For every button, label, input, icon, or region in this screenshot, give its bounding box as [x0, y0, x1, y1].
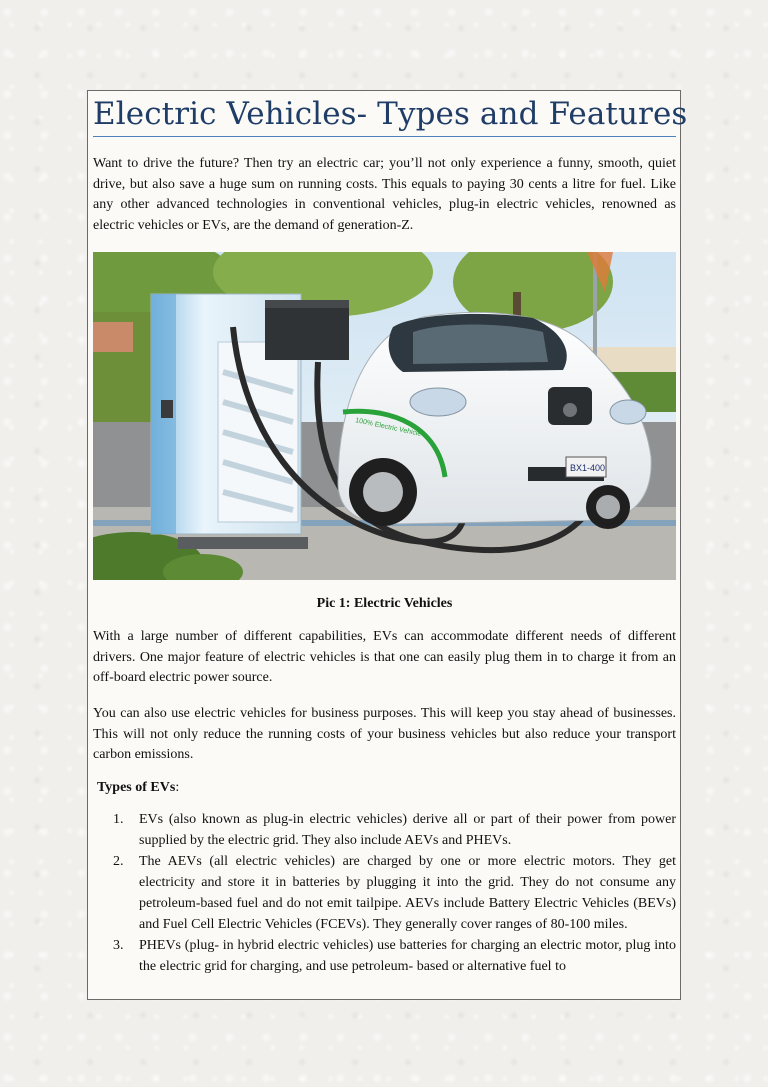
business-paragraph: You can also use electric vehicles for business purposes. This will keep you stay ahead of businesses. This will not only reduce the running costs of your business vehicles but also reduce your transport carbon emissions. — [93, 706, 676, 763]
types-heading-label: Types of EVs — [97, 780, 176, 795]
list-item-text: PHEVs (plug- in hybrid electric vehicles) use batteries for charging an electric motor, plug into the electric grid for charging, and use petroleum- based or alternative fuel to — [139, 938, 676, 974]
title-underline — [93, 136, 676, 137]
list-item — [93, 936, 676, 977]
list-item-number: 2. — [113, 854, 124, 870]
car-decal-text: 100% Electric Vehicle — [354, 417, 422, 438]
types-heading-colon: : — [175, 780, 180, 795]
list-item-number: 3. — [113, 938, 124, 954]
photo-caption: Pic 1: Electric Vehicles — [316, 596, 453, 611]
license-plate-text: BX1-400 — [570, 463, 606, 473]
intro-paragraph: Want to drive the future? Then try an electric car; you’ll not only experience a funny, smooth, quiet drive, but also save a huge sum on running costs. This equals to paying 30 cents a litre for fuel. Like any other advanced technologies in conventional vehicles, plug-in electric vehicles, renowned as electric vehicles or EVs, are the demand of generation-Z. — [93, 156, 676, 234]
list-item — [93, 852, 676, 935]
types-heading — [97, 778, 179, 798]
list-item-number: 1. — [113, 812, 124, 827]
list-item — [93, 810, 676, 851]
document-title: Electric Vehicles- Types and Features — [93, 96, 688, 132]
list-item-text: The AEVs (all electric vehicles) are charged by one or more electric motors. They get electricity and store it in batteries by plugging it into the grid. They do not consume any petroleum-based fuel and do not emit tailpipe. AEVs include Battery Electric Vehicles (BEVs) and Fuel Cell Electric Vehicles (FCEVs). They generally cover ranges of 80-100 miles. — [139, 854, 676, 932]
capabilities-paragraph: With a large number of different capabilities, EVs can accommodate different needs of different drivers. One major feature of electric vehicles is that one can easily plug them in to charge it from an off-board electric power source. — [93, 629, 676, 686]
ev-charging-photo — [93, 252, 676, 580]
ev-types-list — [93, 810, 676, 979]
list-item-text: EVs (also known as plug-in electric vehicles) derive all or part of their power from power supplied by the electric grid. They also include AEVs and PHEVs. — [139, 812, 676, 848]
